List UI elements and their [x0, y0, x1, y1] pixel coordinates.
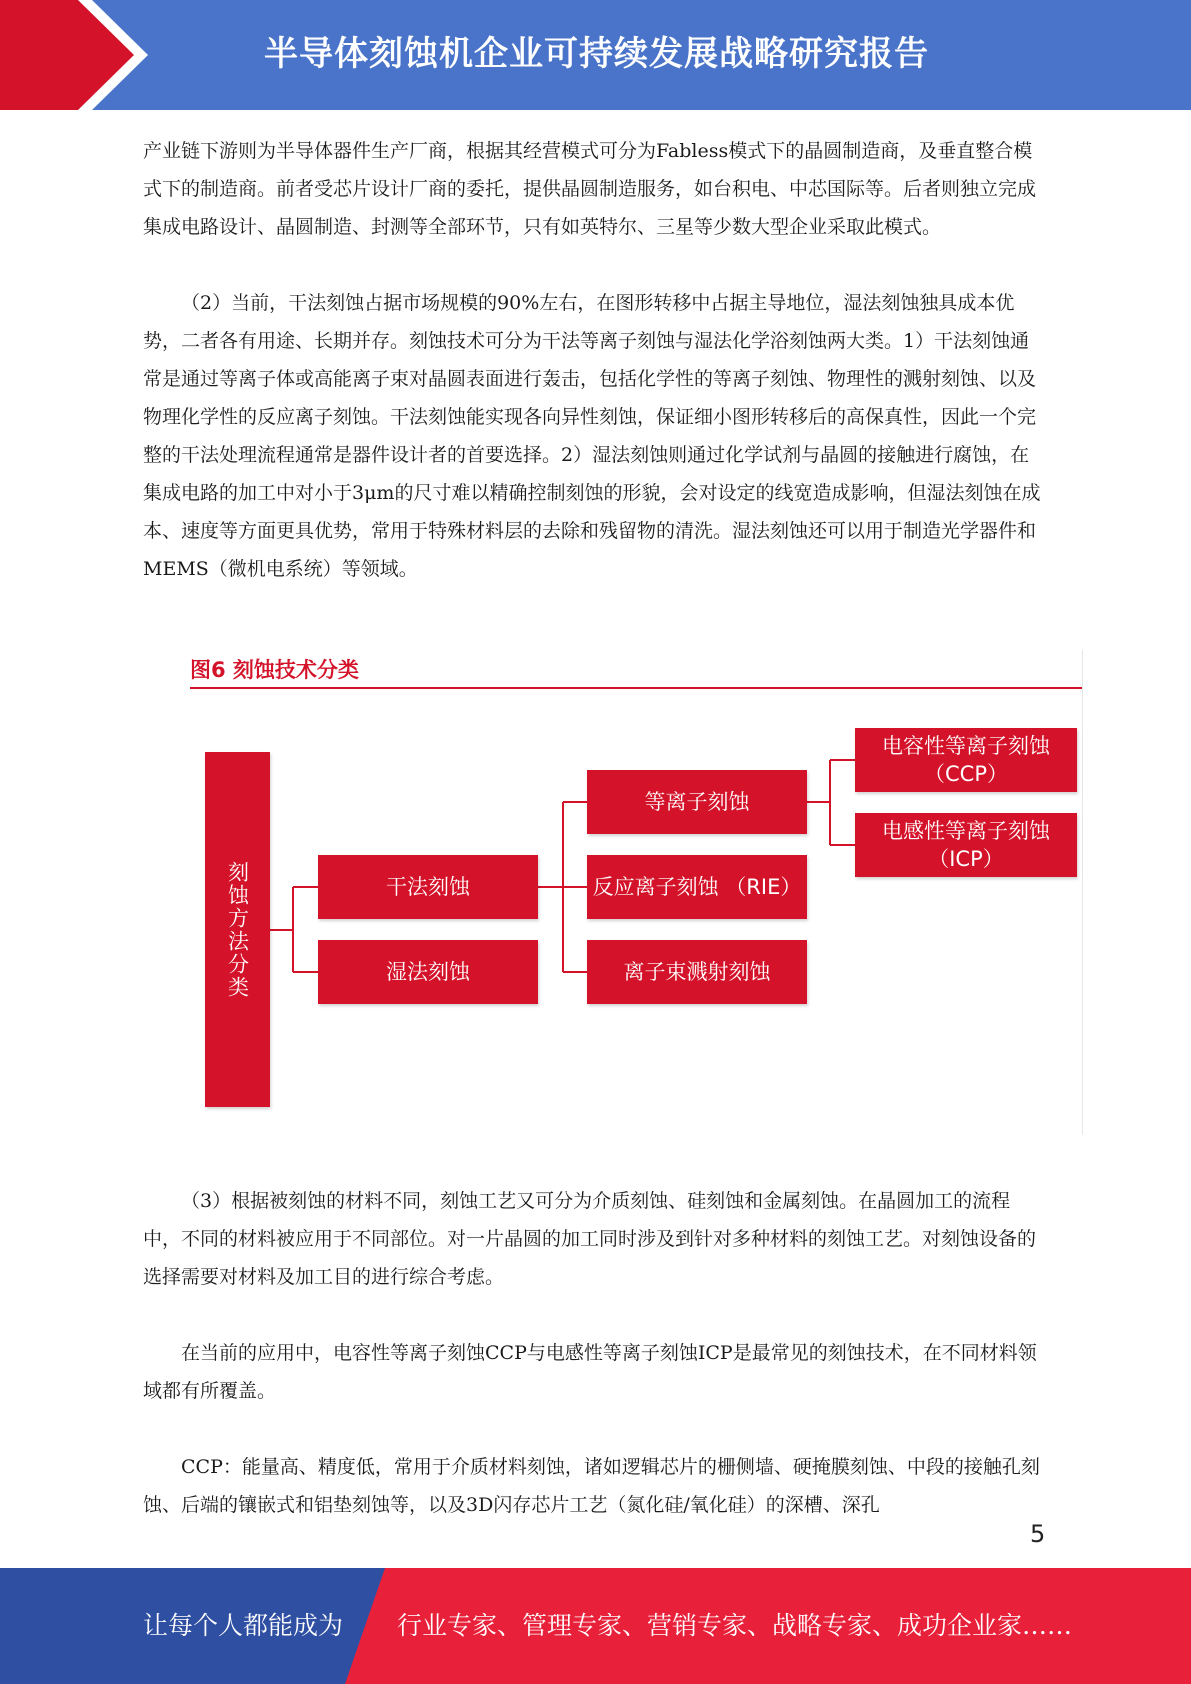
figure-edge — [1082, 650, 1083, 1135]
figure-title: 图6 刻蚀技术分类 — [190, 658, 359, 682]
page-header — [0, 0, 1191, 110]
body-text-continued — [143, 1182, 1048, 1524]
dry-etching-label: 干法刻蚀 — [386, 875, 470, 899]
ion-beam-box — [587, 940, 807, 1004]
footer-slogan-right: 行业专家、管理专家、营销专家、战略专家、成功企业家…… — [397, 1611, 1073, 1640]
dry-etching-box — [318, 855, 538, 919]
root-label: 刻蚀方法分类 — [225, 860, 250, 999]
paragraph-ccp-icp: 在当前的应用中，电容性等离子刻蚀CCP与电感性等离子刻蚀ICP是最常见的刻蚀技术，在不同材料领域都有所覆盖。 — [143, 1342, 1037, 1402]
header-chevron-icon — [0, 0, 160, 110]
rie-label: 反应离子刻蚀 （RIE） — [592, 875, 802, 899]
etching-classification-figure — [185, 650, 1080, 1135]
plasma-etching-box — [587, 770, 807, 834]
page-footer — [0, 1568, 1191, 1684]
report-title: 半导体刻蚀机企业可持续发展战略研究报告 — [264, 34, 929, 74]
wet-etching-box — [318, 940, 538, 1004]
body-text — [143, 132, 1048, 588]
ccp-box — [855, 728, 1077, 792]
rie-box — [587, 855, 807, 919]
plasma-etching-label: 等离子刻蚀 — [644, 790, 750, 814]
root-box — [205, 752, 270, 1107]
ccp-label-line1: 电容性等离子刻蚀 — [882, 734, 1050, 758]
ccp-label-line2: （CCP） — [924, 762, 1008, 786]
wet-etching-label: 湿法刻蚀 — [386, 960, 470, 984]
ion-beam-label: 离子束溅射刻蚀 — [623, 960, 771, 984]
page-number: 5 — [1030, 1520, 1046, 1548]
icp-label-line2: （ICP） — [928, 847, 1004, 871]
icp-box — [855, 813, 1077, 877]
paragraph-downstream: 产业链下游则为半导体器件生产厂商，根据其经营模式可分为Fabless模式下的晶圆制造商，及垂直整合模式下的制造商。前者受芯片设计厂商的委托，提供晶圆制造服务，如台积电、中芯国际等。后者则独立完成集成电路设计、晶圆制造、封测等全部环节，只有如英特尔、三星等少数大型企业采取此模式。 — [143, 140, 1037, 238]
paragraph-dry-wet: （2）当前，干法刻蚀占据市场规模的90%左右，在图形转移中占据主导地位，湿法刻蚀独具成本优势，二者各有用途、长期并存。刻蚀技术可分为干法等离子刻蚀与湿法化学浴刻蚀两大类。1）干法刻蚀通常是通过等离子体或高能离子束对晶圆表面进行轰击，包括化学性的等离子刻蚀、物理性的溅射刻蚀、以及物理化学性的反应离子刻蚀。干法刻蚀能实现各向异性刻蚀，保证细小图形转移后的高保真性，因此一个完整的干法处理流程通常是器件设计者的首要选择。2）湿法刻蚀则通过化学试剂与晶圆的接触进行腐蚀，在集成电路的加工中对小于3μm的尺寸难以精确控制刻蚀的形貌，会对设定的线宽造成影响，但湿法刻蚀在成本、速度等方面更具优势，常用于特殊材料层的去除和残留物的清洗。湿法刻蚀还可以用于制造光学器件和MEMS（微机电系统）等领域。 — [143, 292, 1041, 580]
paragraph-ccp-detail: CCP：能量高、精度低，常用于介质材料刻蚀，诸如逻辑芯片的栅侧墙、硬掩膜刻蚀、中段的接触孔刻蚀、后端的镶嵌式和铝垫刻蚀等，以及3D闪存芯片工艺（氮化硅/氧化硅）的深槽、深孔 — [143, 1456, 1040, 1516]
footer-slogan-left: 让每个人都能成为 — [143, 1611, 344, 1640]
icp-label-line1: 电感性等离子刻蚀 — [882, 819, 1050, 843]
paragraph-materials: （3）根据被刻蚀的材料不同，刻蚀工艺又可分为介质刻蚀、硅刻蚀和金属刻蚀。在晶圆加工的流程中，不同的材料被应用于不同部位。对一片晶圆的加工同时涉及到针对多种材料的刻蚀工艺。对刻蚀设备的选择需要对材料及加工目的进行综合考虑。 — [143, 1190, 1037, 1288]
